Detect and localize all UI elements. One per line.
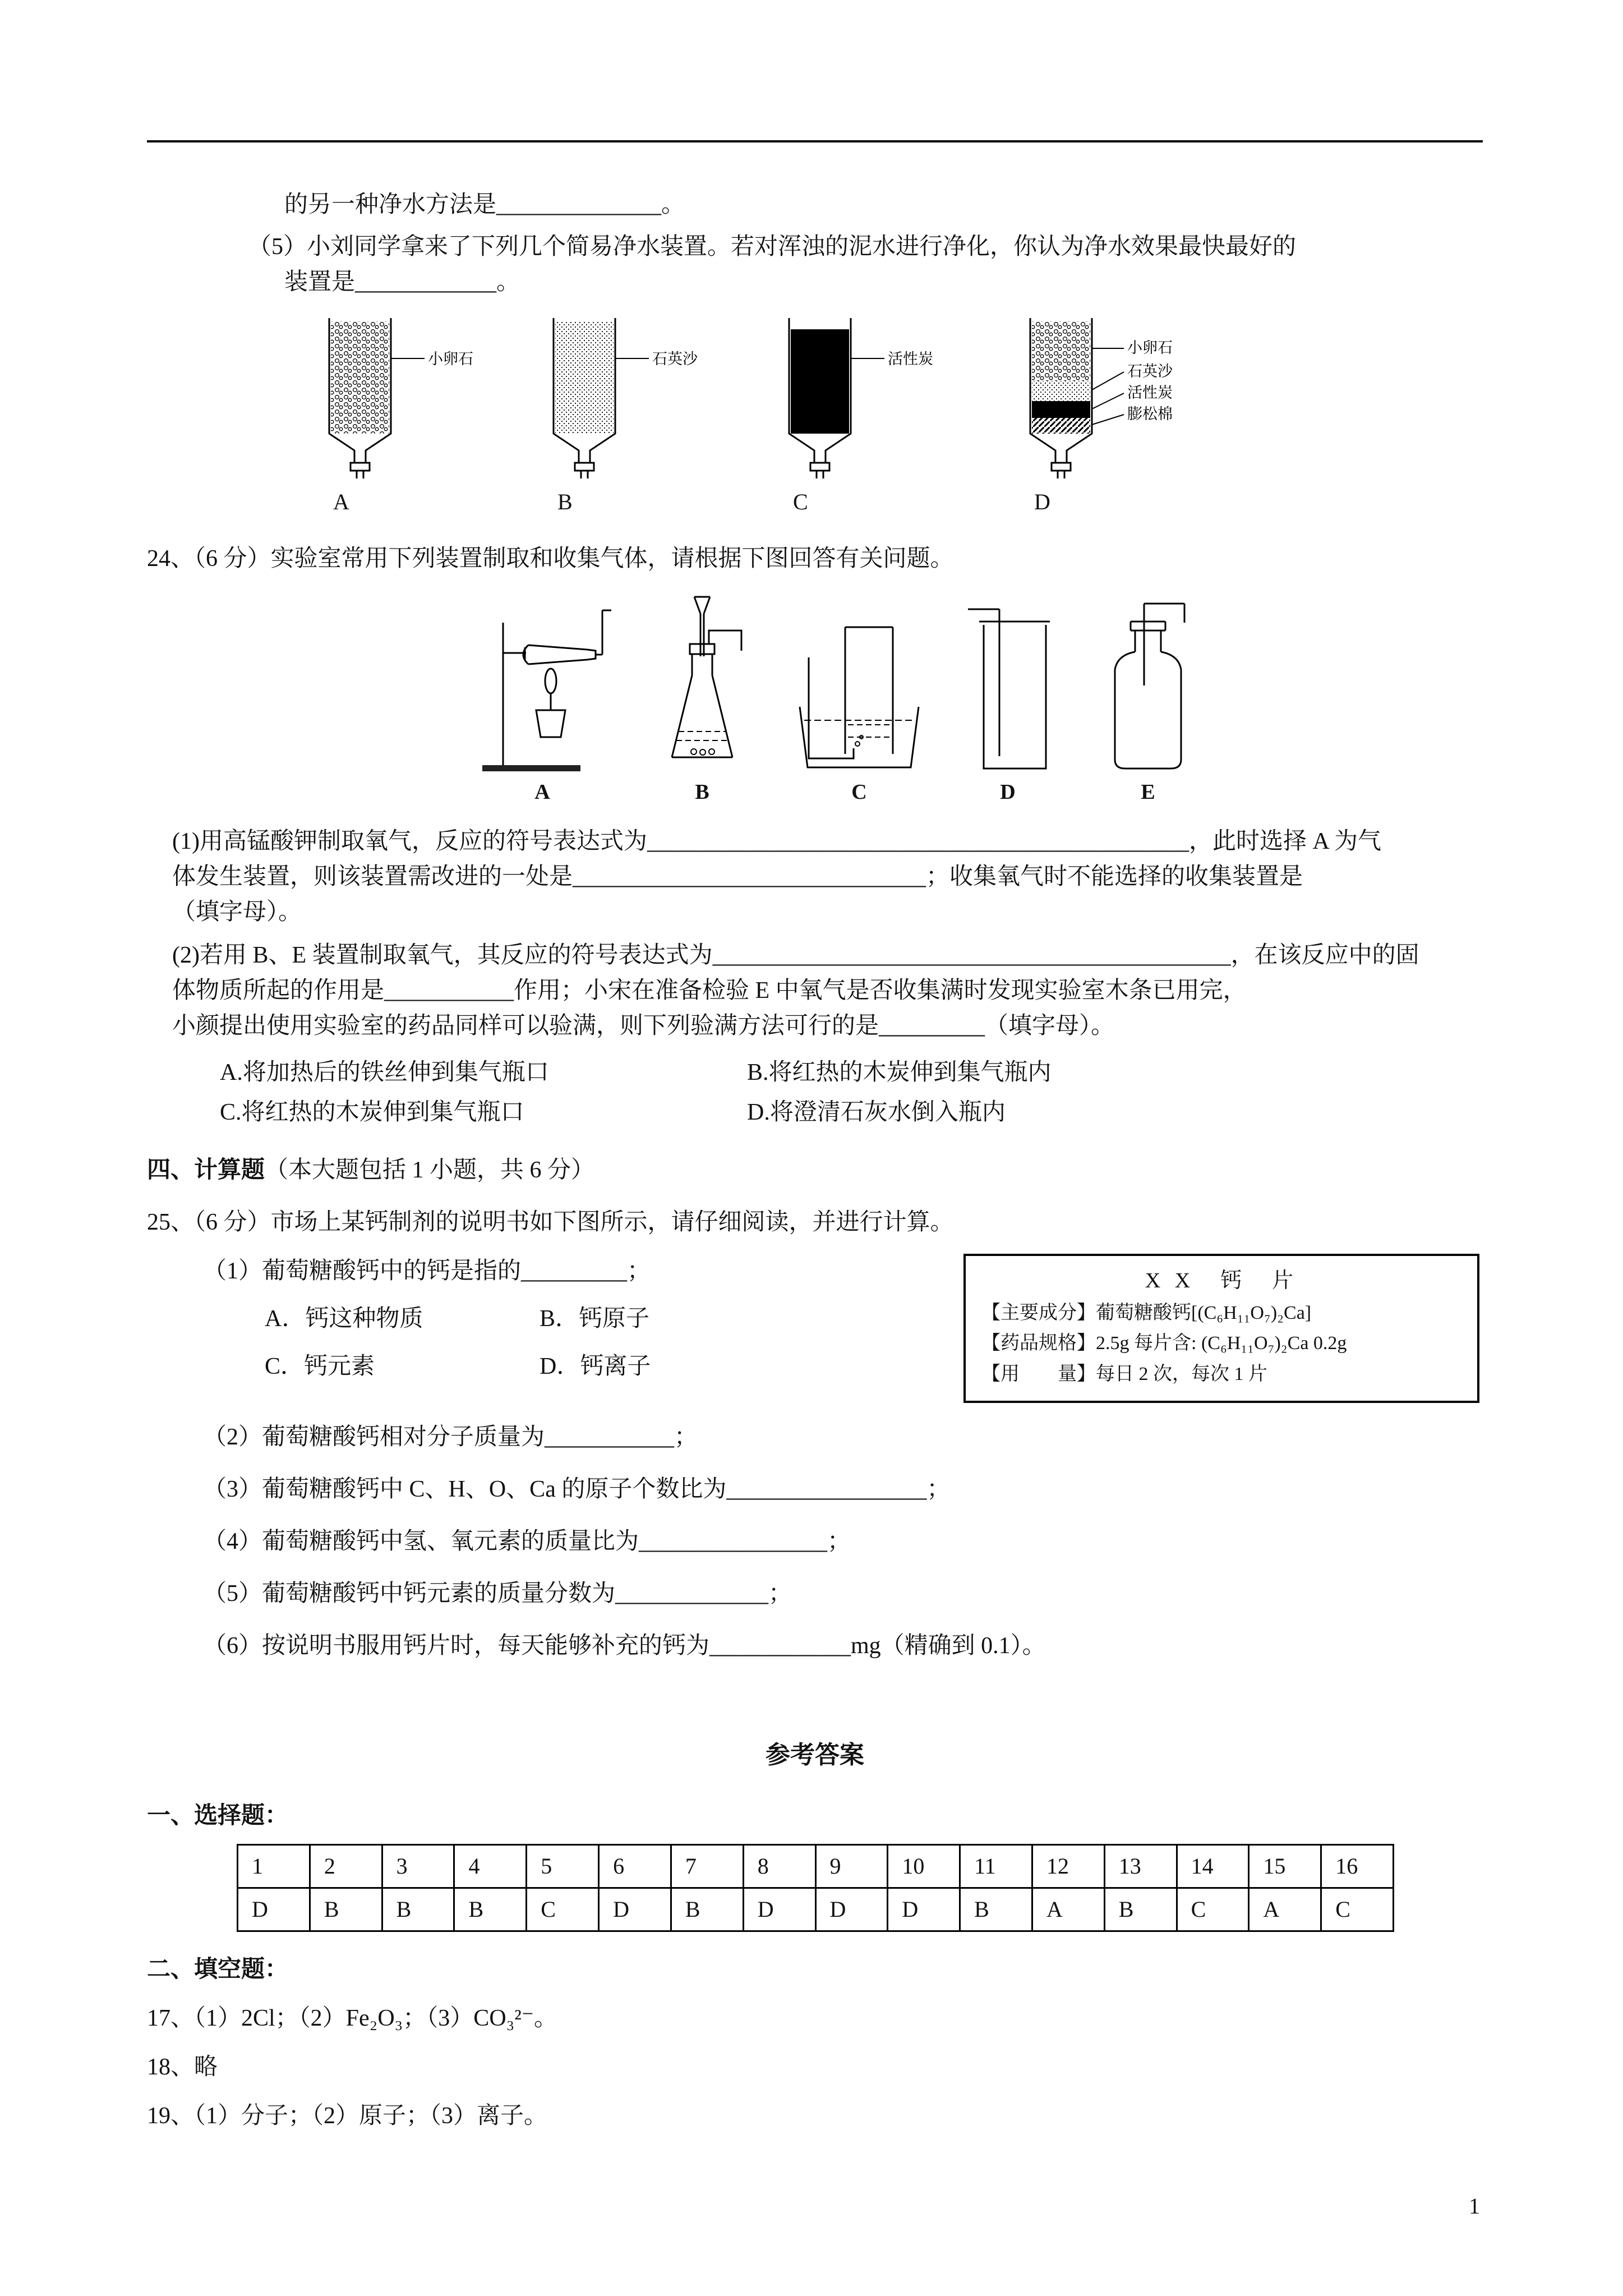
- filter-device-b: [523, 315, 753, 519]
- filter-device-d: [999, 315, 1263, 519]
- filter-label: 膨松棉: [1127, 406, 1173, 422]
- apparatus-letter: D: [1000, 780, 1016, 804]
- answer-letter-cell: C: [527, 1888, 599, 1931]
- answer-letter-cell: B: [1104, 1888, 1177, 1931]
- question-number-cell: 7: [671, 1844, 743, 1888]
- section4-heading: [147, 1153, 1483, 1188]
- filter-label: 石英沙: [652, 351, 698, 367]
- answer-letter-cell: B: [960, 1888, 1032, 1931]
- apparatus-letter: C: [851, 780, 867, 804]
- filter-device-letter: B: [557, 489, 573, 514]
- q25-option-a: A．钙这种物质: [265, 1306, 423, 1332]
- q24-part1-line2: 体发生装置，则该装置需改进的一处是______________________________；收集氧气时不能选择的收集装置是: [172, 864, 1303, 890]
- question-number-cell: 1: [238, 1844, 310, 1888]
- filter-label: 活性炭: [1127, 384, 1173, 401]
- q25-option-b: B．钙原子: [540, 1306, 650, 1332]
- filter-device-letter: D: [1034, 489, 1050, 514]
- q25-option-d: D．钙离子: [540, 1354, 651, 1379]
- question-number-cell: 8: [743, 1844, 815, 1888]
- q24-option-c: C.将红热的木炭伸到集气瓶口: [220, 1099, 524, 1125]
- page-number: 1: [1469, 2193, 1480, 2219]
- q24-part2-line1: (2)若用 B、E 装置制取氧气，其反应的符号表达式为____________________________________________，在该反应中的固: [172, 942, 1419, 968]
- answer-letter-cell: B: [382, 1888, 454, 1931]
- q25-part2: （2）葡萄糖酸钙相对分子质量为___________；: [203, 1424, 698, 1450]
- q25-options-ab: [265, 1301, 921, 1337]
- apparatus-e: [1089, 590, 1207, 808]
- q25-options-cd: [265, 1349, 921, 1384]
- answer-letter-cell: A: [1032, 1888, 1104, 1931]
- answer-line-19: 19、（1）分子；（2）原子；（3）离子。: [147, 2102, 548, 2129]
- filter-label: 活性炭: [888, 351, 933, 367]
- filter-device-letter: A: [333, 489, 349, 514]
- filter-label: 石英沙: [1127, 363, 1173, 380]
- q24-part2: [172, 938, 1483, 1044]
- section4-note: （本大题包括 1 小题，共 6 分）: [265, 1157, 595, 1183]
- apparatus-b-icon: [646, 590, 758, 775]
- question-number-cell: 12: [1032, 1844, 1104, 1888]
- q24-option-a: A.将加热后的铁丝伸到集气瓶口: [220, 1060, 549, 1085]
- question-number-cell: 10: [888, 1844, 960, 1888]
- q25-stem: 25、（6 分）市场上某钙制剂的说明书如下图所示，请仔细阅读，并进行计算。: [147, 1209, 954, 1235]
- apparatus-c-icon: [792, 590, 926, 775]
- question-number-cell: 2: [310, 1844, 382, 1888]
- answer-table-letter-row: [238, 1888, 1394, 1931]
- header-rule: [147, 140, 1483, 142]
- filter-devices-figure: [298, 315, 1483, 519]
- q24-part2-line3: 小颜提出使用实验室的药品同样可以验满，则下列验满方法可行的是_________（填字母）。: [172, 1013, 1115, 1039]
- filter-device-c: [758, 315, 994, 519]
- answer-key-title: 参考答案: [766, 1741, 864, 1769]
- answer-letter-cell: D: [599, 1888, 671, 1931]
- answer-letter-cell: D: [888, 1888, 960, 1931]
- filter-device-d-icon: [999, 315, 1263, 483]
- q24-stem: 24、（6 分）实验室常用下列装置制取和收集气体，请根据下图回答有关问题。: [147, 546, 954, 572]
- answer-letter-cell: A: [1249, 1888, 1321, 1931]
- question-number-cell: 5: [527, 1844, 599, 1888]
- filter-device-a: [298, 315, 517, 519]
- apparatus-letter: E: [1141, 780, 1155, 804]
- question-number-cell: 11: [960, 1844, 1032, 1888]
- answer-letter-cell: D: [238, 1888, 310, 1931]
- q25-part4: （4）葡萄糖酸钙中氢、氧元素的质量比为________________；: [203, 1528, 851, 1554]
- answer-line-18: 18、略: [147, 2054, 218, 2080]
- question-number-cell: 15: [1249, 1844, 1321, 1888]
- filter-device-c-icon: [758, 315, 994, 483]
- q24-options-ab: [220, 1055, 1483, 1091]
- apparatus-b: [646, 590, 758, 808]
- q23-item5-line2: 装置是____________。: [284, 269, 520, 295]
- label-box-line2: 【药品规格】2.5g 每片含: (C₆H₁₁O₇)₂Ca 0.2g: [981, 1333, 1347, 1354]
- apparatus-d: [960, 590, 1055, 808]
- q24-part1-line3: （填字母）。: [172, 899, 302, 925]
- apparatus-c: [792, 590, 926, 808]
- q25-option-c: C．钙元素: [265, 1354, 375, 1379]
- apparatus-d-icon: [960, 590, 1055, 775]
- answer-letter-cell: D: [815, 1888, 888, 1931]
- question-number-cell: 14: [1177, 1844, 1249, 1888]
- filter-device-a-icon: [298, 315, 517, 483]
- answer-line-17: 17、（1）2Cl；（2）Fe₂O₃；（3）CO₃²⁻。: [147, 2005, 558, 2031]
- question-number-cell: 13: [1104, 1844, 1177, 1888]
- q24-option-b: B.将红热的木炭伸到集气瓶内: [747, 1060, 1052, 1085]
- question-number-cell: 16: [1321, 1844, 1394, 1888]
- section4-title: 四、计算题: [147, 1157, 265, 1183]
- answer-table-number-row: [238, 1844, 1394, 1888]
- answer-letter-cell: B: [671, 1888, 743, 1931]
- q25-left-column: [147, 1254, 921, 1384]
- label-box-line3: 【用 量】每日 2 次，每次 1 片: [981, 1363, 1267, 1384]
- apparatus-e-icon: [1089, 590, 1207, 775]
- answer-letter-cell: C: [1321, 1888, 1394, 1931]
- apparatus-letter: A: [534, 780, 550, 804]
- question-number-cell: 3: [382, 1844, 454, 1888]
- filter-device-b-icon: [523, 315, 753, 483]
- question-number-cell: 9: [815, 1844, 888, 1888]
- apparatus-figure: [472, 590, 1483, 808]
- q25-part3: （3）葡萄糖酸钙中 C、H、O、Ca 的原子个数比为_________________；: [203, 1476, 951, 1502]
- q24-option-d: D.将澄清石灰水倒入瓶内: [747, 1099, 1006, 1125]
- calcium-tablet-label-box: [963, 1254, 1479, 1403]
- answer-letter-cell: D: [743, 1888, 815, 1931]
- label-box-title: X X 钙 片: [1145, 1269, 1298, 1292]
- q25-part5: （5）葡萄糖酸钙中钙元素的质量分数为_____________；: [203, 1580, 792, 1607]
- answer-section1-heading: 一、选择题：: [147, 1802, 289, 1829]
- q25-part1: （1）葡萄糖酸钙中的钙是指的_________；: [203, 1258, 651, 1284]
- filter-label: 小卵石: [428, 351, 473, 367]
- apparatus-letter: B: [695, 780, 709, 804]
- q25-part6: （6）按说明书服用钙片时，每天能够补充的钙为____________mg（精确到 0.1）。: [203, 1632, 1046, 1659]
- apparatus-a: [472, 590, 612, 808]
- question-number-cell: 6: [599, 1844, 671, 1888]
- q24-part1: [172, 824, 1483, 930]
- q24-part2-line2: 体物质所起的作用是___________作用；小宋在准备检验 E 中氧气是否收集满时发现实验室木条已用完，: [172, 978, 1247, 1004]
- q25-block: [147, 1254, 1483, 1403]
- answer-section2-heading: 二、填空题：: [147, 1956, 289, 1982]
- filter-device-letter: C: [793, 489, 808, 514]
- answer-table: [237, 1844, 1394, 1932]
- q23-item5-line1: （5）小刘同学拿来了下列几个简易净水装置。若对浑浊的泥水进行净化，你认为净水效果最快最好的: [248, 234, 1297, 260]
- label-box-line1: 【主要成分】葡萄糖酸钙[(C₆H₁₁O₇)₂Ca]: [981, 1302, 1312, 1323]
- answer-letter-cell: C: [1177, 1888, 1249, 1931]
- answer-letter-cell: B: [310, 1888, 382, 1931]
- answer-letter-cell: B: [454, 1888, 527, 1931]
- question-number-cell: 4: [454, 1844, 527, 1888]
- q23-continuation: 的另一种净水方法是______________。: [284, 192, 685, 218]
- q24-part1-line1: (1)用高锰酸钾制取氧气，反应的符号表达式为______________________________________________，此时选择 A 为气: [172, 829, 1381, 854]
- apparatus-a-icon: [472, 590, 612, 775]
- q24-options-cd: [220, 1095, 1483, 1130]
- filter-label: 小卵石: [1127, 339, 1173, 356]
